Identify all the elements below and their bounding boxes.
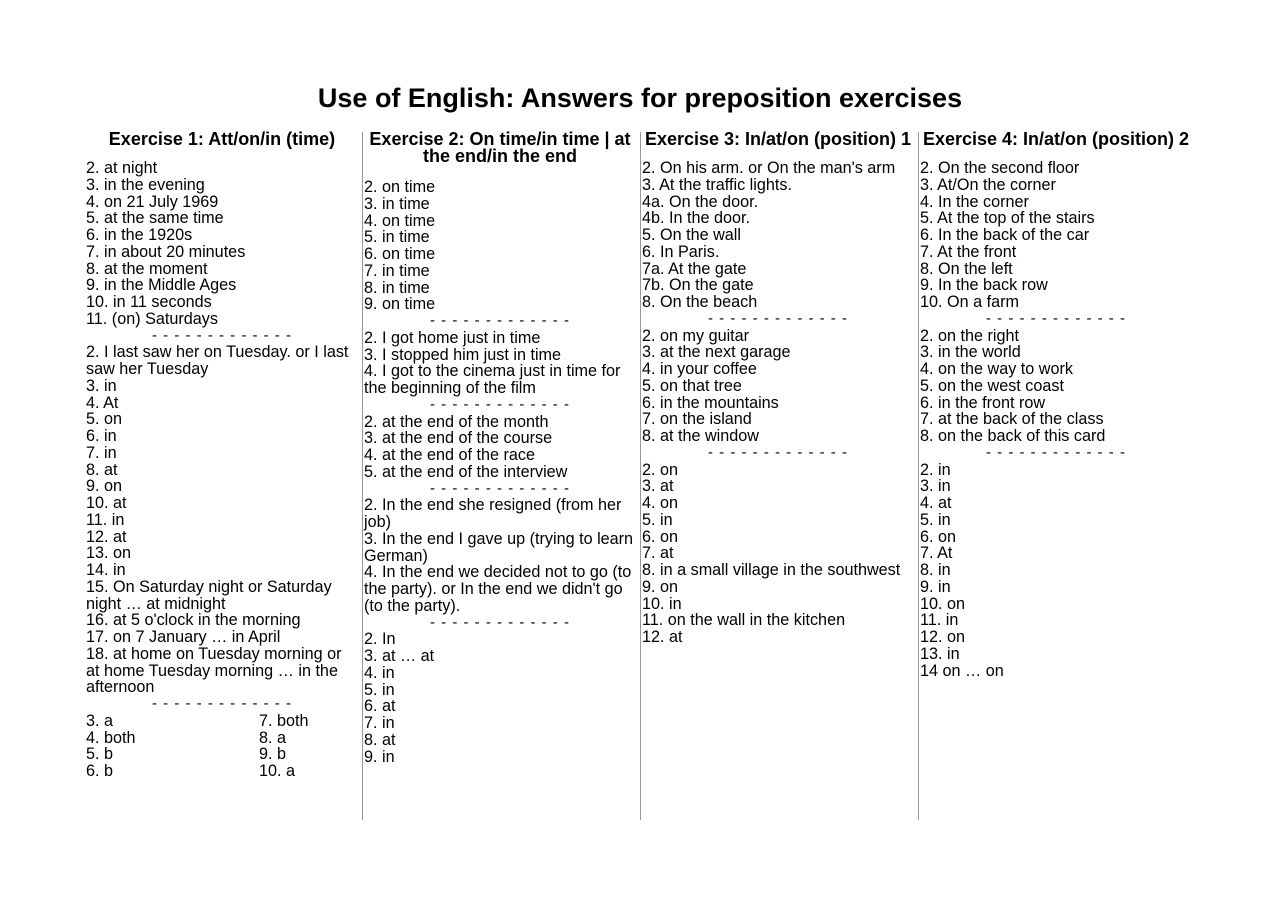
answer-line: 2. On his arm. or On the man's arm bbox=[642, 159, 896, 177]
answer-line: 3. a bbox=[86, 711, 114, 730]
exercise-3-part-3 bbox=[642, 462, 914, 646]
column-divider bbox=[362, 132, 363, 820]
exercise-2-column bbox=[364, 128, 636, 765]
answer-line: 3. At the traffic lights. bbox=[642, 175, 792, 194]
answer-line: 8. at bbox=[86, 460, 118, 479]
answer-line: 4. on bbox=[642, 494, 679, 512]
answer-line: 10. at bbox=[86, 494, 127, 512]
answer-line: 6. on bbox=[920, 527, 957, 546]
section-separator: - - - - - - - - - - - - - bbox=[708, 443, 848, 461]
answer-line: 7. in bbox=[86, 443, 117, 462]
answer-line: 4. both bbox=[86, 728, 136, 747]
answer-line: 9. in bbox=[364, 747, 395, 766]
answer-line: 2. at the end of the month bbox=[364, 412, 549, 431]
answer-line: 4. on 21 July 1969 bbox=[86, 192, 219, 211]
answer-line: 2. on bbox=[642, 460, 679, 479]
answer-line: 6. on bbox=[642, 527, 679, 546]
answer-line: 9. on bbox=[642, 577, 679, 596]
answer-line: 8. at bbox=[364, 730, 396, 749]
answer-line: 10. in bbox=[642, 594, 682, 613]
answer-line: 2. In the end she resigned (from her job) bbox=[364, 496, 622, 531]
answer-line: 5. on bbox=[86, 410, 123, 429]
answer-line: 3. in bbox=[86, 376, 117, 395]
answer-line: 3. in bbox=[920, 477, 951, 496]
exercise-2-part-5 bbox=[364, 631, 636, 765]
exercise-2-part-3 bbox=[364, 414, 636, 481]
answer-line: 5. At the top of the stairs bbox=[920, 209, 1095, 228]
exercise-1-part-3 bbox=[86, 713, 358, 780]
column-divider bbox=[918, 132, 919, 820]
exercise-2-part-2 bbox=[364, 330, 636, 397]
answer-line: 12. at bbox=[86, 527, 127, 546]
answer-line: 5. in time bbox=[364, 228, 430, 247]
answer-line: 6. In the back of the car bbox=[920, 226, 1090, 244]
answer-line: 7a. At the gate bbox=[642, 259, 747, 278]
answer-line: 3. At/On the corner bbox=[920, 175, 1056, 194]
answer-line: 5. at the same time bbox=[86, 209, 224, 228]
answer-line: 13. on bbox=[86, 544, 132, 563]
answer-line: 5. in bbox=[920, 510, 951, 529]
answer-line: 5. b bbox=[86, 745, 114, 764]
answer-line: 6. on time bbox=[364, 245, 436, 263]
exercise-2-part-1 bbox=[364, 179, 636, 313]
section-separator: - - - - - - - - - - - - - bbox=[430, 312, 570, 329]
answer-line: 7. in about 20 minutes bbox=[86, 242, 246, 261]
answer-line: 9. on time bbox=[364, 295, 436, 314]
exercise-3-heading: Exercise 3: In/at/on (position) 1 bbox=[644, 129, 912, 149]
exercise-3-part-2 bbox=[642, 328, 914, 445]
answer-line: 4. at bbox=[920, 494, 952, 512]
answer-line: 4b. In the door. bbox=[642, 209, 751, 228]
answer-line: 11. on the wall in the kitchen bbox=[642, 611, 846, 630]
answer-line: 6. at bbox=[364, 697, 396, 716]
answer-line: 9. b bbox=[259, 745, 287, 764]
answer-line: 8. On the beach bbox=[642, 293, 758, 311]
answer-line: 15. On Saturday night or Saturday night … at midnight bbox=[86, 577, 332, 613]
page-title: Use of English: Answers for preposition exercises bbox=[317, 83, 963, 113]
column-divider bbox=[640, 132, 641, 820]
exercise-4-column bbox=[920, 128, 1192, 679]
exercise-4-heading: Exercise 4: In/at/on (position) 2 bbox=[922, 129, 1190, 149]
answer-line: 8. in bbox=[920, 561, 951, 579]
answer-line: 2. On the second floor bbox=[920, 159, 1080, 177]
answer-line: 7. on the island bbox=[642, 410, 752, 429]
answer-line: 4. In the end we decided not to go (to the party). or In the end we didn't go (to the party). bbox=[364, 563, 632, 615]
answer-line: 3. I stopped him just in time bbox=[364, 345, 562, 364]
answer-line: 8. On the left bbox=[920, 259, 1013, 278]
answer-line: 5. at the end of the interview bbox=[364, 462, 568, 481]
answer-line: 7. in time bbox=[364, 261, 430, 280]
answer-line: 6. In Paris. bbox=[642, 242, 720, 261]
answer-line: 11. (on) Saturdays bbox=[86, 309, 218, 328]
section-separator: - - - - - - - - - - - - - bbox=[152, 326, 292, 344]
exercise-1-part-3-right bbox=[259, 713, 358, 780]
section-separator: - - - - - - - - - - - - - bbox=[152, 695, 292, 712]
answer-line: 10. a bbox=[259, 762, 296, 780]
exercise-2-heading: Exercise 2: On time/in time | at the end/in the end bbox=[369, 129, 631, 166]
answer-line: 2. at night bbox=[86, 159, 158, 177]
answer-line: 2. In bbox=[364, 630, 396, 649]
answer-line: 4. in bbox=[364, 663, 395, 682]
answer-line: 16. at 5 o'clock in the morning bbox=[86, 611, 301, 630]
answer-line: 5. on the west coast bbox=[920, 376, 1064, 395]
answer-line: 6. in the front row bbox=[920, 393, 1046, 412]
answer-line: 9. In the back row bbox=[920, 276, 1048, 295]
answer-line: 9. in the Middle Ages bbox=[86, 276, 237, 295]
section-separator: - - - - - - - - - - - - - bbox=[430, 613, 570, 631]
exercise-2-part-4 bbox=[364, 497, 636, 614]
answer-line: 12. on bbox=[920, 628, 966, 646]
section-separator: - - - - - - - - - - - - - bbox=[708, 309, 848, 327]
answer-line: 11. in bbox=[86, 510, 125, 529]
answer-line: 4. on the way to work bbox=[920, 360, 1073, 378]
exercise-4-part-2 bbox=[920, 328, 1192, 445]
answer-line: 3. at the next garage bbox=[642, 343, 791, 362]
answer-line: 12. at bbox=[642, 628, 683, 646]
answer-line: 6. b bbox=[86, 762, 114, 780]
exercise-4-part-3 bbox=[920, 462, 1192, 680]
exercise-3-column bbox=[642, 128, 914, 646]
exercise-1-heading: Exercise 1: Att/on/in (time) bbox=[108, 129, 336, 149]
section-separator: - - - - - - - - - - - - - bbox=[986, 443, 1126, 461]
answer-line: 6. in bbox=[86, 427, 117, 445]
answer-line: 3. in the world bbox=[920, 343, 1021, 362]
answer-line: 9. in bbox=[920, 577, 951, 596]
answer-line: 14 on … on bbox=[920, 661, 1004, 680]
answer-line: 8. at the window bbox=[642, 427, 759, 445]
exercise-1-part-1 bbox=[86, 160, 358, 328]
answer-line: 8. at the moment bbox=[86, 259, 208, 278]
exercise-3-part-1 bbox=[642, 160, 914, 311]
answer-line: 6. in the mountains bbox=[642, 393, 779, 412]
answer-line: 7b. On the gate bbox=[642, 276, 754, 295]
answer-line: 4. At bbox=[86, 393, 119, 412]
answer-line: 2. on the right bbox=[920, 326, 1019, 345]
answer-line: 18. at home on Tuesday morning or at home Tuesday morning … in the afternoon bbox=[86, 644, 342, 697]
answer-line: 3. at … at bbox=[364, 647, 435, 665]
answer-line: 5. on that tree bbox=[642, 376, 742, 395]
answer-line: 2. on time bbox=[364, 178, 436, 196]
answer-line: 4. at the end of the race bbox=[364, 446, 535, 464]
answer-line: 10. in 11 seconds bbox=[86, 293, 212, 311]
exercise-4-part-1 bbox=[920, 160, 1192, 311]
section-separator: - - - - - - - - - - - - - bbox=[986, 309, 1126, 327]
answer-line: 3. in the evening bbox=[86, 175, 205, 194]
section-separator: - - - - - - - - - - - - - bbox=[430, 479, 570, 497]
exercise-1-column bbox=[86, 128, 358, 780]
answer-line: 4. I got to the cinema just in time for the beginning of the film bbox=[364, 362, 621, 397]
answer-line: 17. on 7 January … in April bbox=[86, 628, 281, 646]
exercise-1-part-2 bbox=[86, 344, 358, 696]
answer-line: 3. In the end I gave up (trying to learn German) bbox=[364, 529, 634, 565]
answer-line: 3. at bbox=[642, 477, 674, 496]
answer-line: 7. At bbox=[920, 544, 953, 563]
answer-line: 5. On the wall bbox=[642, 226, 741, 244]
answer-line: 3. at the end of the course bbox=[364, 429, 553, 448]
section-separator: - - - - - - - - - - - - - bbox=[430, 395, 570, 413]
answer-line: 7. at the back of the class bbox=[920, 410, 1104, 429]
answer-line: 3. in time bbox=[364, 194, 430, 213]
answer-line: 4. in your coffee bbox=[642, 360, 757, 378]
answer-line: 9. on bbox=[86, 477, 123, 496]
answer-line: 5. in bbox=[364, 680, 395, 699]
answer-line: 7. at bbox=[642, 544, 674, 563]
answer-line: 7. At the front bbox=[920, 242, 1017, 261]
answer-line: 11. in bbox=[920, 611, 959, 630]
answer-line: 4. on time bbox=[364, 211, 436, 230]
answer-line: 7. in bbox=[364, 714, 395, 732]
answer-line: 2. I got home just in time bbox=[364, 328, 541, 347]
answer-line: 2. in bbox=[920, 460, 951, 479]
answer-line: 10. On a farm bbox=[920, 293, 1019, 311]
answer-line: 14. in bbox=[86, 561, 126, 579]
answer-line: 4a. On the door. bbox=[642, 192, 759, 211]
exercise-1-part-3-left bbox=[86, 713, 259, 780]
answer-line: 5. in bbox=[642, 510, 673, 529]
answer-line: 13. in bbox=[920, 644, 960, 663]
answer-line: 2. I last saw her on Tuesday. or I last saw her Tuesday bbox=[86, 343, 349, 378]
answer-line: 8. on the back of this card bbox=[920, 427, 1106, 445]
answer-line: 8. in a small village in the southwest bbox=[642, 561, 901, 579]
answer-line: 10. on bbox=[920, 594, 966, 613]
answer-line: 4. In the corner bbox=[920, 192, 1029, 211]
answer-line: 2. on my guitar bbox=[642, 326, 750, 345]
answer-line: 8. a bbox=[259, 728, 287, 747]
answer-line: 8. in time bbox=[364, 278, 430, 297]
answer-line: 7. both bbox=[259, 711, 309, 730]
answer-line: 6. in the 1920s bbox=[86, 226, 193, 244]
